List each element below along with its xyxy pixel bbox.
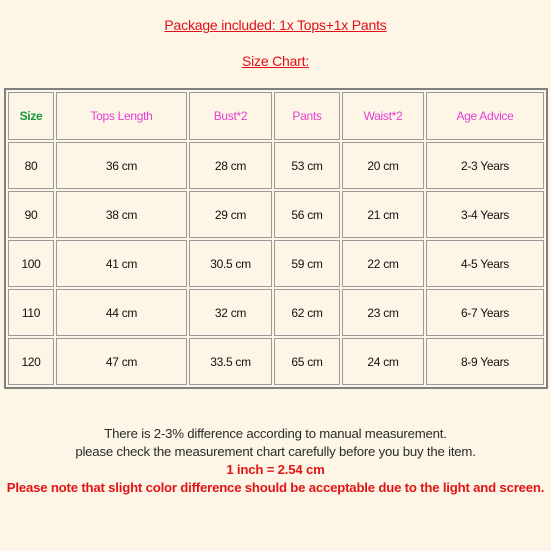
cell-tops-length: 47 cm	[56, 338, 187, 385]
cell-age-advice: 6-7 Years	[426, 289, 544, 336]
cell-bust: 33.5 cm	[189, 338, 272, 385]
package-included-heading: Package included: 1x Tops+1x Pants	[164, 17, 387, 33]
cell-waist: 21 cm	[342, 191, 424, 238]
note-inch-conversion: 1 inch = 2.54 cm	[226, 462, 325, 477]
table-row	[8, 289, 544, 336]
cell-size: 80	[8, 142, 54, 189]
cell-pants: 53 cm	[274, 142, 340, 189]
note-check-chart: please check the measurement chart carefully before you buy the item.	[75, 444, 476, 459]
cell-tops-length: 41 cm	[56, 240, 187, 287]
measurement-notes	[0, 425, 551, 497]
table-row	[8, 338, 544, 385]
cell-bust: 29 cm	[189, 191, 272, 238]
header-age-advice: Age Advice	[426, 92, 544, 140]
cell-bust: 30.5 cm	[189, 240, 272, 287]
cell-pants: 62 cm	[274, 289, 340, 336]
table-row	[8, 142, 544, 189]
cell-age-advice: 4-5 Years	[426, 240, 544, 287]
note-color-difference: Please note that slight color difference should be acceptable due to the light and screen.	[6, 480, 545, 495]
cell-waist: 20 cm	[342, 142, 424, 189]
header-bust: Bust*2	[189, 92, 272, 140]
cell-waist: 24 cm	[342, 338, 424, 385]
cell-size: 110	[8, 289, 54, 336]
table-row	[8, 191, 544, 238]
cell-pants: 56 cm	[274, 191, 340, 238]
cell-tops-length: 36 cm	[56, 142, 187, 189]
cell-pants: 65 cm	[274, 338, 340, 385]
cell-size: 100	[8, 240, 54, 287]
table-header-row	[8, 92, 544, 140]
cell-bust: 32 cm	[189, 289, 272, 336]
note-difference: There is 2-3% difference according to manual measurement.	[104, 426, 447, 441]
cell-waist: 23 cm	[342, 289, 424, 336]
size-chart-title: Size Chart:	[241, 53, 310, 69]
cell-bust: 28 cm	[189, 142, 272, 189]
header-pants: Pants	[274, 92, 340, 140]
cell-tops-length: 38 cm	[56, 191, 187, 238]
table-row	[8, 240, 544, 287]
size-chart-table	[4, 88, 548, 389]
header-size: Size	[8, 92, 54, 140]
header-waist: Waist*2	[342, 92, 424, 140]
cell-pants: 59 cm	[274, 240, 340, 287]
cell-age-advice: 8-9 Years	[426, 338, 544, 385]
cell-waist: 22 cm	[342, 240, 424, 287]
cell-age-advice: 2-3 Years	[426, 142, 544, 189]
cell-age-advice: 3-4 Years	[426, 191, 544, 238]
header-tops-length: Tops Length	[56, 92, 187, 140]
cell-size: 120	[8, 338, 54, 385]
cell-size: 90	[8, 191, 54, 238]
cell-tops-length: 44 cm	[56, 289, 187, 336]
